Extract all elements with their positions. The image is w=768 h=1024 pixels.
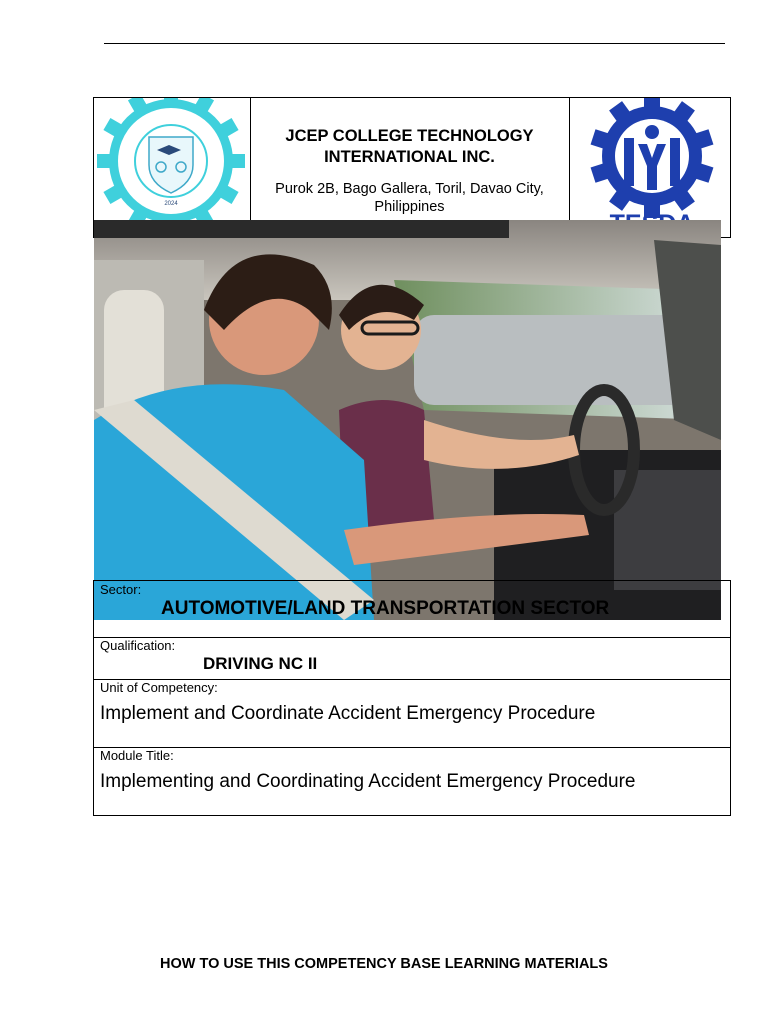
unit-row xyxy=(93,679,731,748)
qualification-row xyxy=(93,637,731,680)
module-value: Implementing and Coordinating Accident Emergency Procedure xyxy=(100,771,636,792)
module-label: Module Title: xyxy=(100,748,174,763)
school-info-cell xyxy=(250,98,569,237)
qualification-label: Qualification: xyxy=(100,638,176,653)
school-address: Purok 2B, Bago Gallera, Toril, Davao City, Philippines xyxy=(275,181,544,215)
sector-label: Sector: xyxy=(100,582,142,597)
module-row xyxy=(93,747,731,816)
sector-row xyxy=(93,580,731,638)
driving-lesson-photo xyxy=(94,220,721,620)
driving-photo-icon xyxy=(94,220,721,620)
qualification-value: DRIVING NC II xyxy=(203,654,318,673)
svg-text:2024: 2024 xyxy=(164,201,178,207)
top-rule xyxy=(104,43,725,44)
sector-value: AUTOMOTIVE/LAND TRANSPORTATION SECTOR xyxy=(161,598,610,619)
tesda-logo-icon xyxy=(570,98,731,237)
jcep-logo-icon xyxy=(94,98,250,237)
unit-label: Unit of Competency: xyxy=(100,680,218,695)
unit-value: Implement and Coordinate Accident Emergency Procedure xyxy=(100,703,596,724)
left-logo-cell xyxy=(94,98,251,237)
section-heading: HOW TO USE THIS COMPETENCY BASE LEARNING MATERIALS xyxy=(160,956,608,972)
info-table xyxy=(93,581,731,816)
header-table xyxy=(93,97,731,238)
right-logo-cell xyxy=(569,98,731,237)
school-name: JCEP COLLEGE TECHNOLOGY INTERNATIONAL INC. xyxy=(285,127,534,166)
